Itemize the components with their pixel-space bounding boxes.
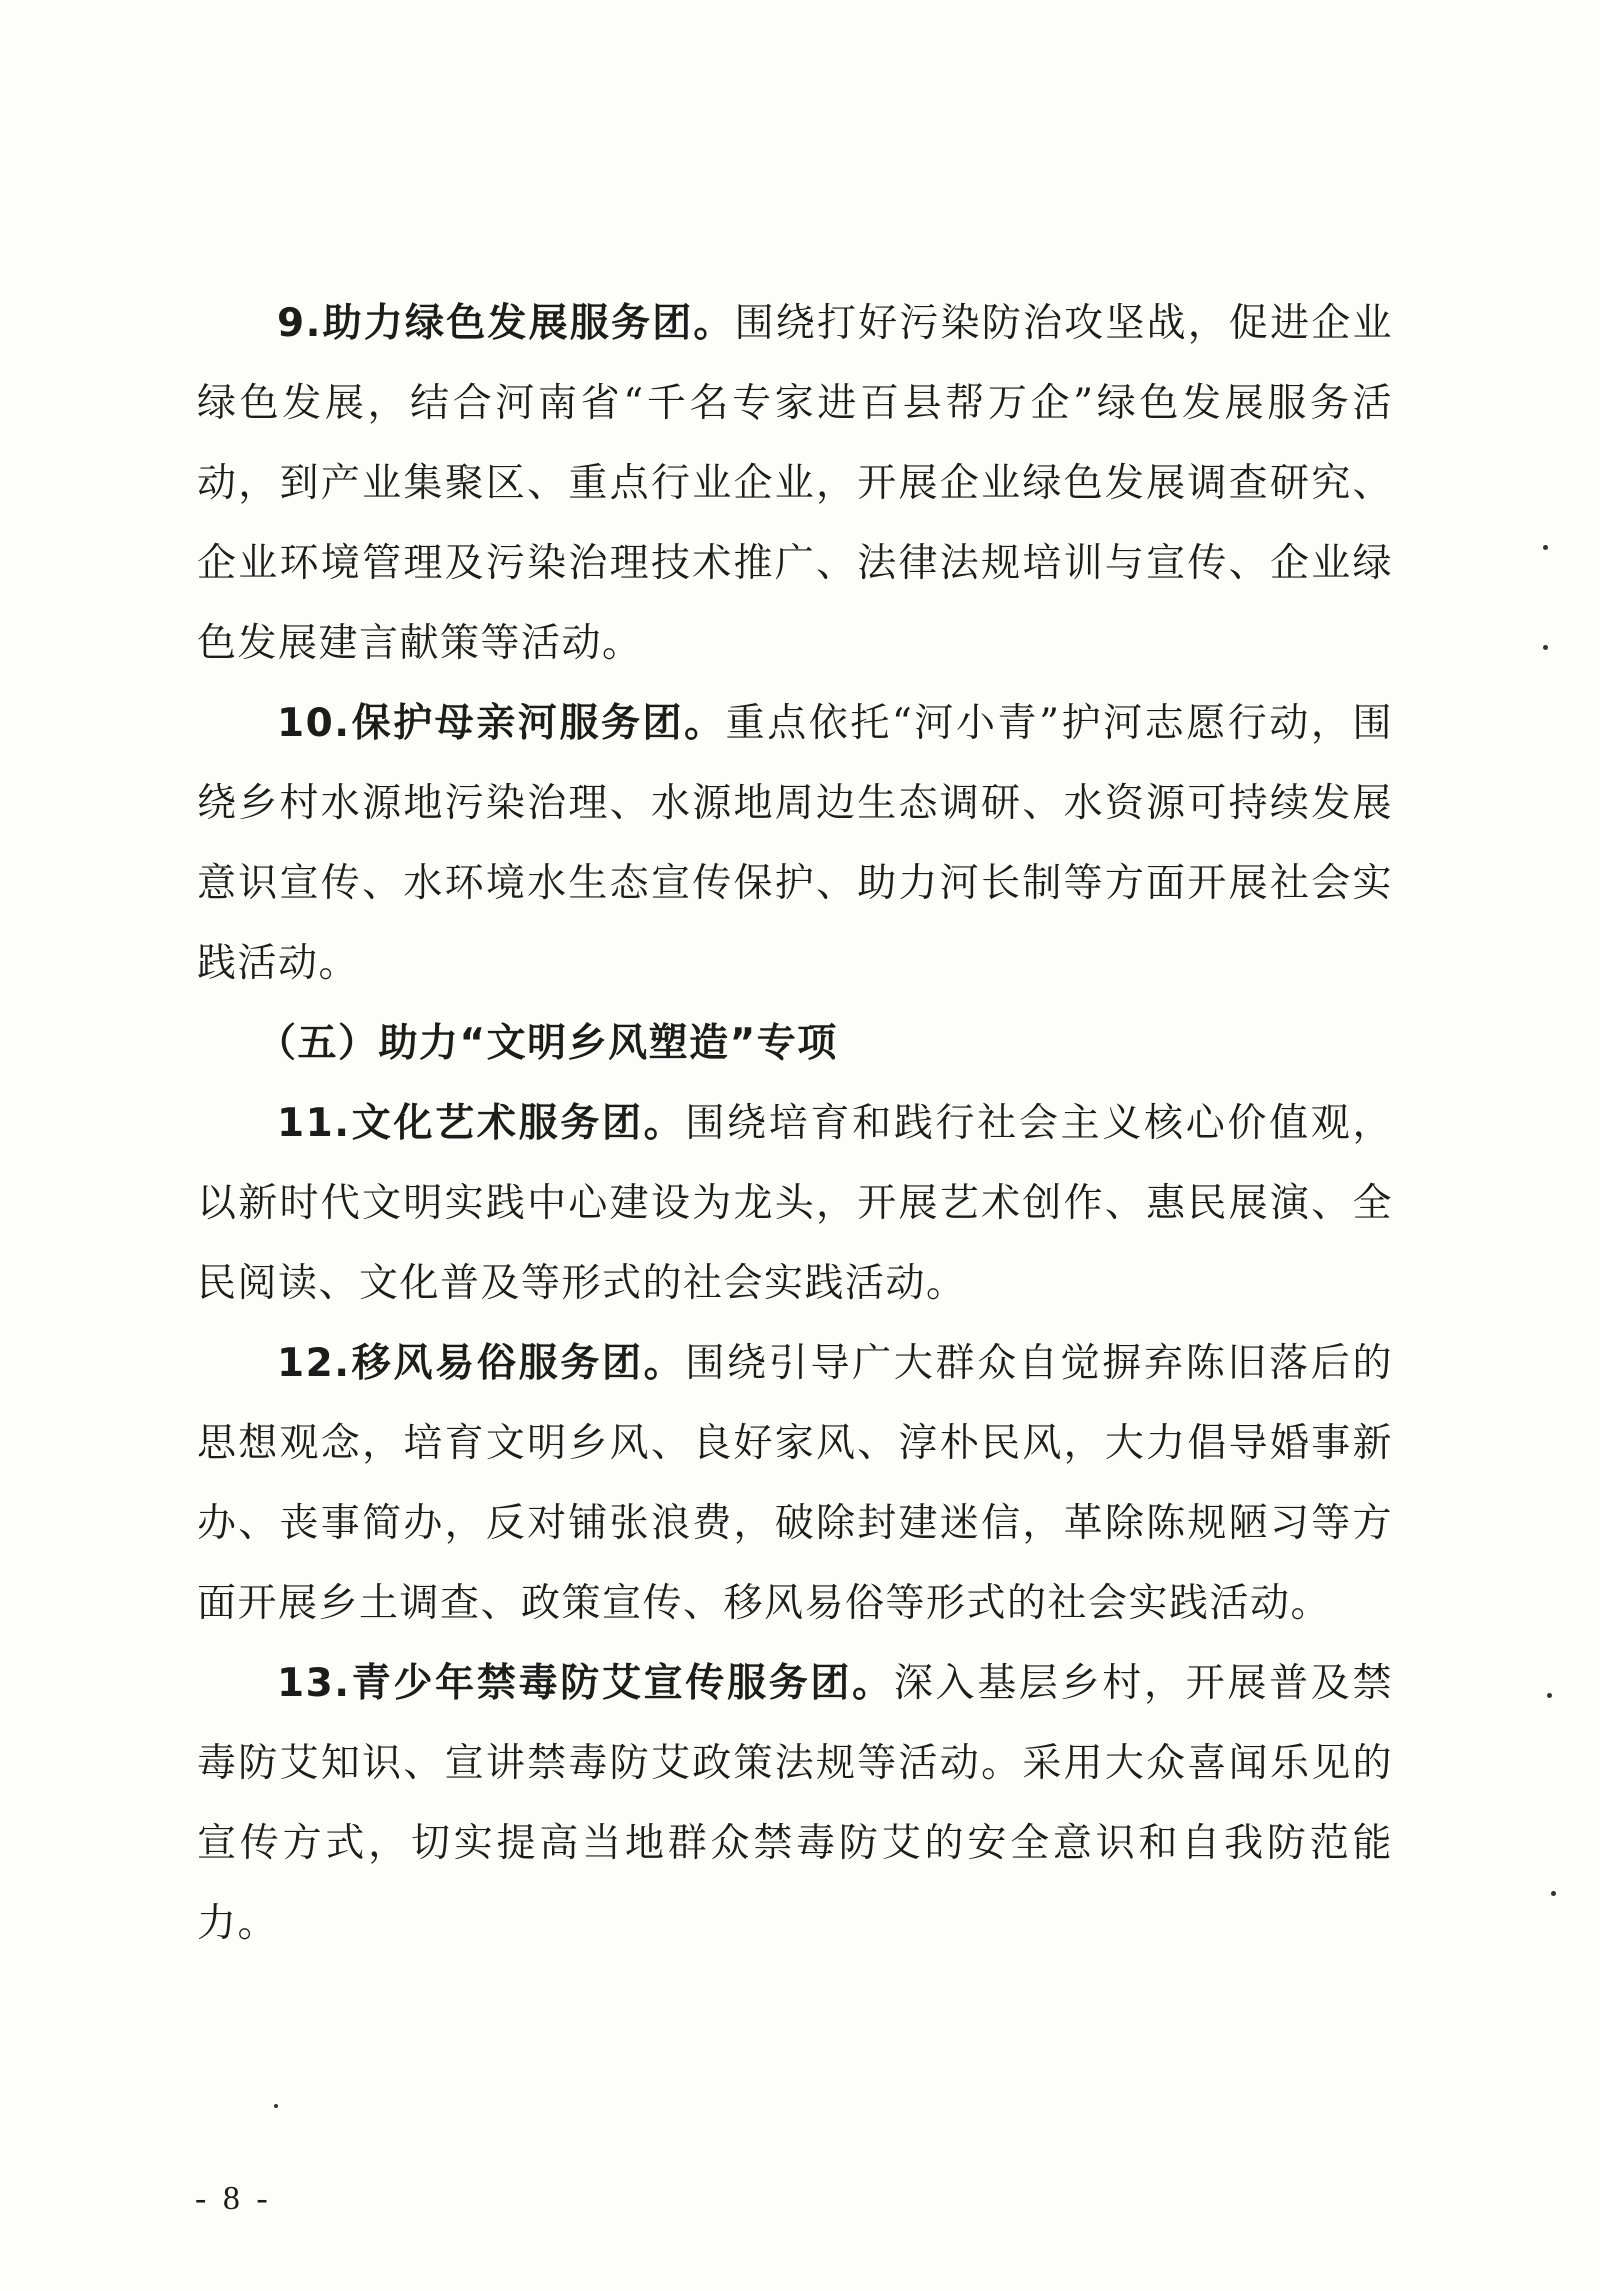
scan-speck bbox=[274, 2104, 278, 2108]
paragraph-lead: 11.文化艺术服务团。 bbox=[277, 1101, 686, 1146]
document-body bbox=[197, 284, 1393, 1964]
paragraph-culture-art bbox=[197, 1084, 1393, 1324]
section-heading: （五）助力“文明乡风塑造”专项 bbox=[257, 1021, 838, 1066]
paragraph-green-development bbox=[197, 284, 1393, 684]
paragraph-body: 围绕引导广大群众自觉摒弃陈旧落后的思想观念，培育文明乡风、良好家风、淳朴民风，大力倡导婚事新办、丧事简办，反对铺张浪费，破除封建迷信，革除陈规陋习等方面开展乡土调查、政策宣传、移风易俗等形式的社会实践活动。 bbox=[197, 1341, 1393, 1626]
paragraph-lead: 10.保护母亲河服务团。 bbox=[277, 701, 726, 746]
scan-speck bbox=[1547, 1693, 1552, 1698]
scan-speck bbox=[1543, 645, 1548, 650]
paragraph-lead: 12.移风易俗服务团。 bbox=[277, 1341, 686, 1386]
scan-speck bbox=[1551, 1891, 1556, 1896]
paragraph-mother-river bbox=[197, 684, 1393, 1004]
paragraph-body: 深入基层乡村，开展普及禁毒防艾知识、宣讲禁毒防艾政策法规等活动。采用大众喜闻乐见的宣传方式，切实提高当地群众禁毒防艾的安全意识和自我防范能力。 bbox=[197, 1661, 1393, 1946]
paragraph-lead: 13.青少年禁毒防艾宣传服务团。 bbox=[277, 1661, 894, 1706]
scan-speck bbox=[1543, 545, 1548, 550]
paragraph-drug-aids-prevention bbox=[197, 1644, 1393, 1964]
page-number: - 8 - bbox=[195, 2180, 272, 2217]
paragraph-body: 围绕打好污染防治攻坚战，促进企业绿色发展，结合河南省“千名专家进百县帮万企”绿色发展服务活动，到产业集聚区、重点行业企业，开展企业绿色发展调查研究、企业环境管理及污染治理技术推广、法律法规培训与宣传、企业绿色发展建言献策等活动。 bbox=[197, 301, 1393, 666]
paragraph-lead: 9.助力绿色发展服务团。 bbox=[277, 301, 735, 346]
paragraph-body: 重点依托“河小青”护河志愿行动，围绕乡村水源地污染治理、水源地周边生态调研、水资源可持续发展意识宣传、水环境水生态宣传保护、助力河长制等方面开展社会实践活动。 bbox=[197, 701, 1393, 986]
paragraph-customs-reform bbox=[197, 1324, 1393, 1644]
paragraph-body: 围绕培育和践行社会主义核心价值观，以新时代文明实践中心建设为龙头，开展艺术创作、惠民展演、全民阅读、文化普及等形式的社会实践活动。 bbox=[197, 1101, 1393, 1306]
